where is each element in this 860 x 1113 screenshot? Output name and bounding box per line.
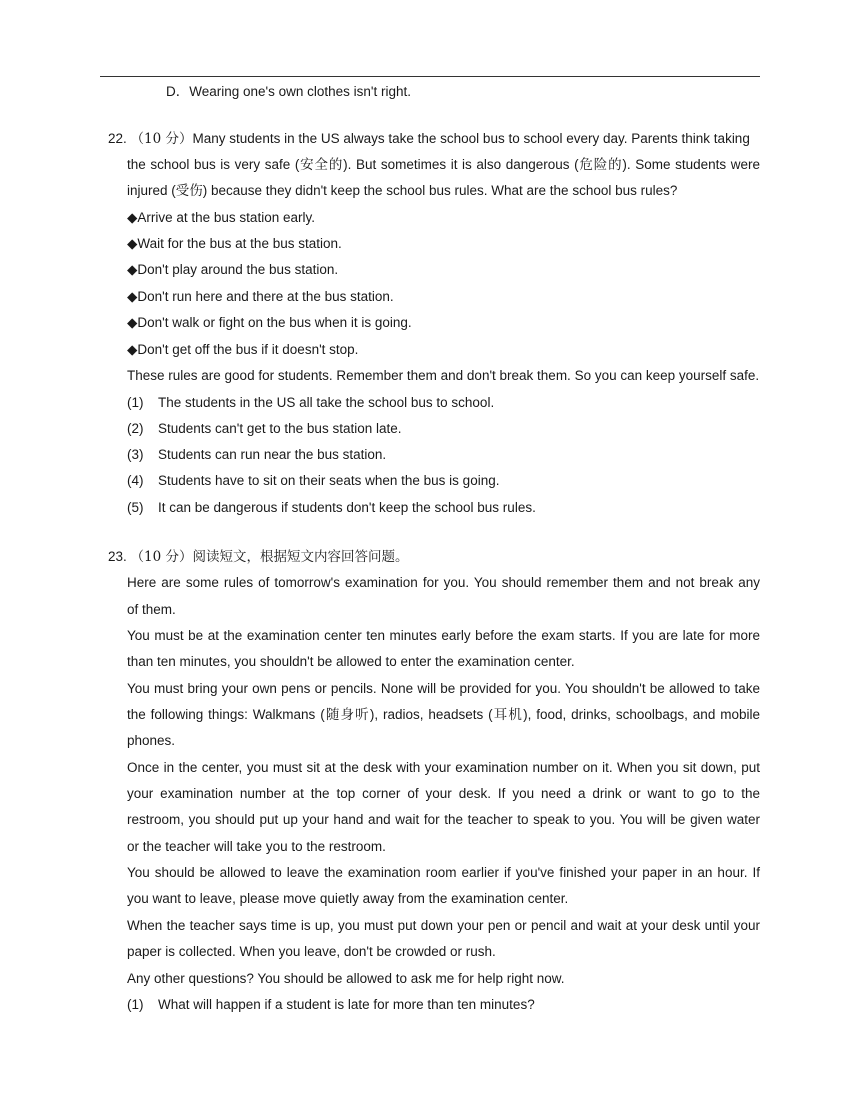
statement-number: (2) (127, 421, 144, 436)
statement-number: (4) (127, 473, 144, 488)
question-item (127, 996, 535, 1014)
statement-item (127, 499, 536, 517)
passage-line: injured (受伤) because they didn't keep the school bus rules. What are the school bus rules? (127, 183, 678, 198)
question-23-header (108, 548, 409, 566)
statement-item (127, 446, 386, 464)
question-score: （10 分） (130, 549, 193, 565)
statement-item (127, 394, 494, 412)
passage-line: You should be allowed to leave the examination room earlier if you've finished your paper in an hour. If (127, 865, 760, 880)
passage-line: or the teacher will take you to the restroom. (127, 839, 386, 854)
passage-line: Once in the center, you must sit at the desk with your examination number on it. When you sit down, put (127, 760, 760, 775)
question-22-header (108, 130, 750, 148)
rule-item: ◆Don't play around the bus station. (127, 262, 339, 277)
header-rule (100, 76, 760, 77)
passage-line: the school bus is very safe (安全的). But sometimes it is also dangerous (危险的). Some students were (127, 157, 760, 172)
closing-text: These rules are good for students. Remember them and don't break them. So you can keep yourself safe. (127, 368, 760, 383)
statement-text: Students can run near the bus station. (158, 447, 387, 462)
rule-item: ◆Arrive at the bus station early. (127, 210, 315, 225)
question-score: （10 分） (130, 131, 193, 147)
statement-number: (5) (127, 500, 144, 515)
question-instruction: 阅读短文，根据短文内容回答问题。 (192, 549, 409, 565)
passage-line: the following things: Walkmans (随身听), radios, headsets (耳机), food, drinks, schoolbags, and mobile (127, 707, 760, 722)
passage-line: Many students in the US always take the school bus to school every day. Parents think taking (192, 131, 750, 146)
passage-line: paper is collected. When you leave, don't be crowded or rush. (127, 944, 496, 959)
passage-line: phones. (127, 733, 176, 748)
question-number: 22. (108, 131, 127, 146)
passage-line: You must bring your own pens or pencils. None will be provided for you. You shouldn't be allowed to take (127, 681, 760, 696)
statement-text: Students have to sit on their seats when the bus is going. (158, 473, 500, 488)
passage-line: You must be at the examination center ten minutes early before the exam starts. If you are late for more (127, 628, 760, 643)
rule-item: ◆Don't get off the bus if it doesn't stop. (127, 342, 359, 357)
question-number: 23. (108, 549, 127, 564)
passage-line: When the teacher says time is up, you must put down your pen or pencil and wait at your desk until your (127, 918, 760, 933)
rule-item: ◆Don't walk or fight on the bus when it is going. (127, 315, 412, 330)
question-item-text: What will happen if a student is late for more than ten minutes? (158, 997, 535, 1012)
passage-line: restroom, you should put up your hand and wait for the teacher to speak to you. You will be given water (127, 812, 760, 827)
statement-text: It can be dangerous if students don't keep the school bus rules. (158, 500, 536, 515)
passage-line: Any other questions? You should be allowed to ask me for help right now. (127, 971, 565, 986)
rule-item: ◆Don't run here and there at the bus station. (127, 289, 394, 304)
option-d: D．Wearing one's own clothes isn't right. (166, 84, 412, 99)
statement-item (127, 472, 499, 490)
rule-item: ◆Wait for the bus at the bus station. (127, 236, 342, 251)
question-item-number: (1) (127, 997, 144, 1012)
statement-number: (3) (127, 447, 144, 462)
statement-number: (1) (127, 395, 144, 410)
passage-line: you want to leave, please move quietly away from the examination center. (127, 891, 569, 906)
passage-line: Here are some rules of tomorrow's examination for you. You should remember them and not break any (127, 575, 760, 590)
passage-line: of them. (127, 602, 176, 617)
passage-line: your examination number at the top corner of your desk. If you need a drink or want to go to the (127, 786, 760, 801)
statement-item (127, 420, 402, 438)
statement-text: Students can't get to the bus station late. (158, 421, 402, 436)
passage-line: than ten minutes, you shouldn't be allowed to enter the examination center. (127, 654, 575, 669)
statement-text: The students in the US all take the school bus to school. (158, 395, 495, 410)
